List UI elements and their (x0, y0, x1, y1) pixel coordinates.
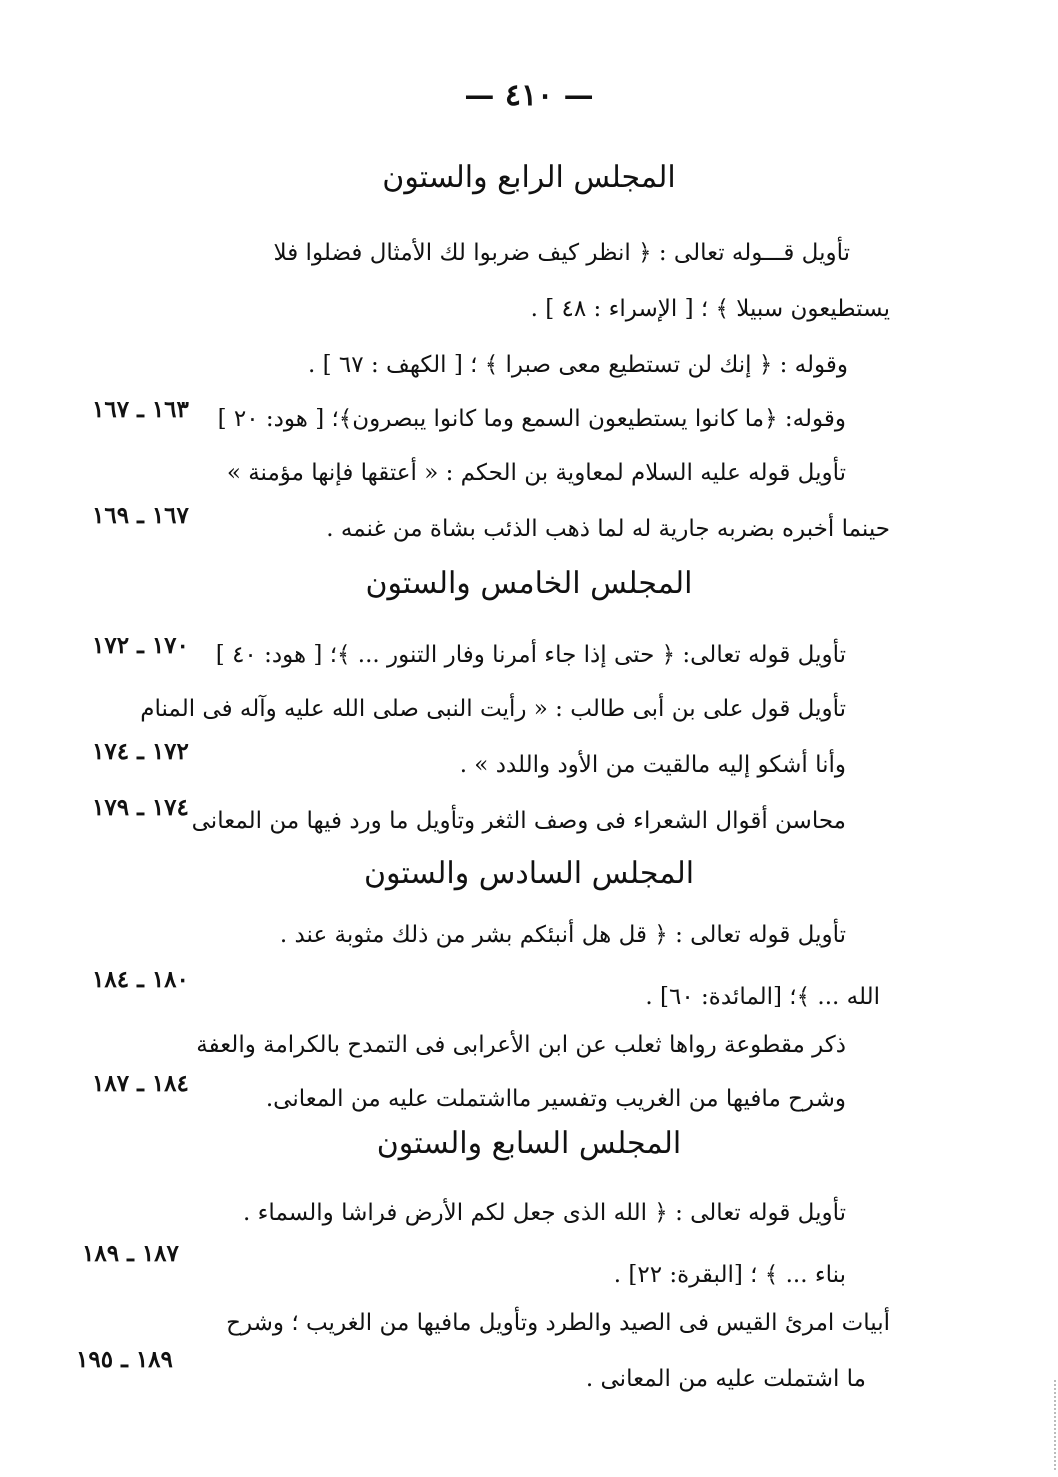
page-range: ١٦٧ ـ ١٦٩ (92, 502, 189, 529)
entry-line: تأويل قوله تعالى : ﴿ قل هل أنبئكم بشر من ذلك مثوبة عند . (279, 922, 846, 948)
entry-line: الله ... ﴾؛ [المائدة: ٦٠] . (645, 984, 880, 1010)
entry-line: تأويل قوله عليه السلام لمعاوية بن الحكم : « أعتقها فإنها مؤمنة » (226, 460, 846, 486)
entry-line: وأنا أشكو إليه مالقيت من الأود واللدد » . (459, 752, 846, 778)
entry-line: ما اشتملت عليه من المعانى . (585, 1366, 866, 1392)
entry-line: حينما أخبره بضربه جارية له لما ذهب الذئب بشاة من غنمه . (326, 516, 890, 542)
page-range: ١٧٢ ـ ١٧٤ (92, 738, 189, 765)
entry-line: تأويل قوله تعالى : ﴿ الله الذى جعل لكم الأرض فراشا والسماء . (243, 1200, 846, 1226)
section-heading: المجلس السابع والستون (376, 1126, 682, 1161)
entry-line: يستطيعون سبيلا ﴾ ؛ [ الإسراء : ٤٨ ] . (530, 296, 890, 322)
entry-line: محاسن أقوال الشعراء فى وصف الثغر وتأويل ما ورد فيها من المعانى (191, 808, 846, 834)
page-number: — ٤١٠ — (464, 78, 594, 113)
entry-line: تأويل قول على بن أبى طالب : « رأيت النبى صلى الله عليه وآله فى المنام (140, 696, 846, 722)
entry-line: تأويل قوله تعالى: ﴿ حتى إذا جاء أمرنا وفار التنور ... ﴾؛ [ هود: ٤٠ ] (215, 642, 846, 668)
section-heading: المجلس الخامس والستون (365, 566, 693, 601)
entry-line: ذكر مقطوعة رواها ثعلب عن ابن الأعرابى فى التمدح بالكرامة والعفة (196, 1032, 846, 1058)
entry-line: وشرح مافيها من الغريب وتفسير مااشتملت عليه من المعانى. (265, 1086, 846, 1112)
entry-line: وقوله : ﴿ إنك لن تستطيع معى صبرا ﴾ ؛ [ الكهف : ٦٧ ] . (308, 352, 848, 378)
page-range: ١٧٤ ـ ١٧٩ (92, 794, 189, 821)
entry-line: بناء ... ﴾ ؛ [البقرة: ٢٢] . (613, 1262, 846, 1288)
scan-edge (1050, 1380, 1056, 1470)
entry-line: وقوله: ﴿ما كانوا يستطيعون السمع وما كانوا يبصرون﴾؛ [ هود: ٢٠ ] (217, 406, 846, 432)
page-range: ١٨٩ ـ ١٩٥ (76, 1346, 173, 1373)
page-range: ١٨٠ ـ ١٨٤ (92, 966, 189, 993)
page-range: ١٦٣ ـ ١٦٧ (92, 396, 189, 423)
section-heading: المجلس الرابع والستون (382, 160, 676, 195)
entry-line: تأويل قـــوله تعالى : ﴿ انظر كيف ضربوا لك الأمثال فضلوا فلا (273, 240, 850, 266)
section-heading: المجلس السادس والستون (363, 856, 695, 891)
page-range: ١٧٠ ـ ١٧٢ (92, 632, 189, 659)
page-range: ١٨٧ ـ ١٨٩ (82, 1240, 179, 1267)
entry-line: أبيات امرئ القيس فى الصيد والطرد وتأويل مافيها من الغريب ؛ وشرح (226, 1310, 890, 1336)
page-range: ١٨٤ ـ ١٨٧ (92, 1070, 189, 1097)
